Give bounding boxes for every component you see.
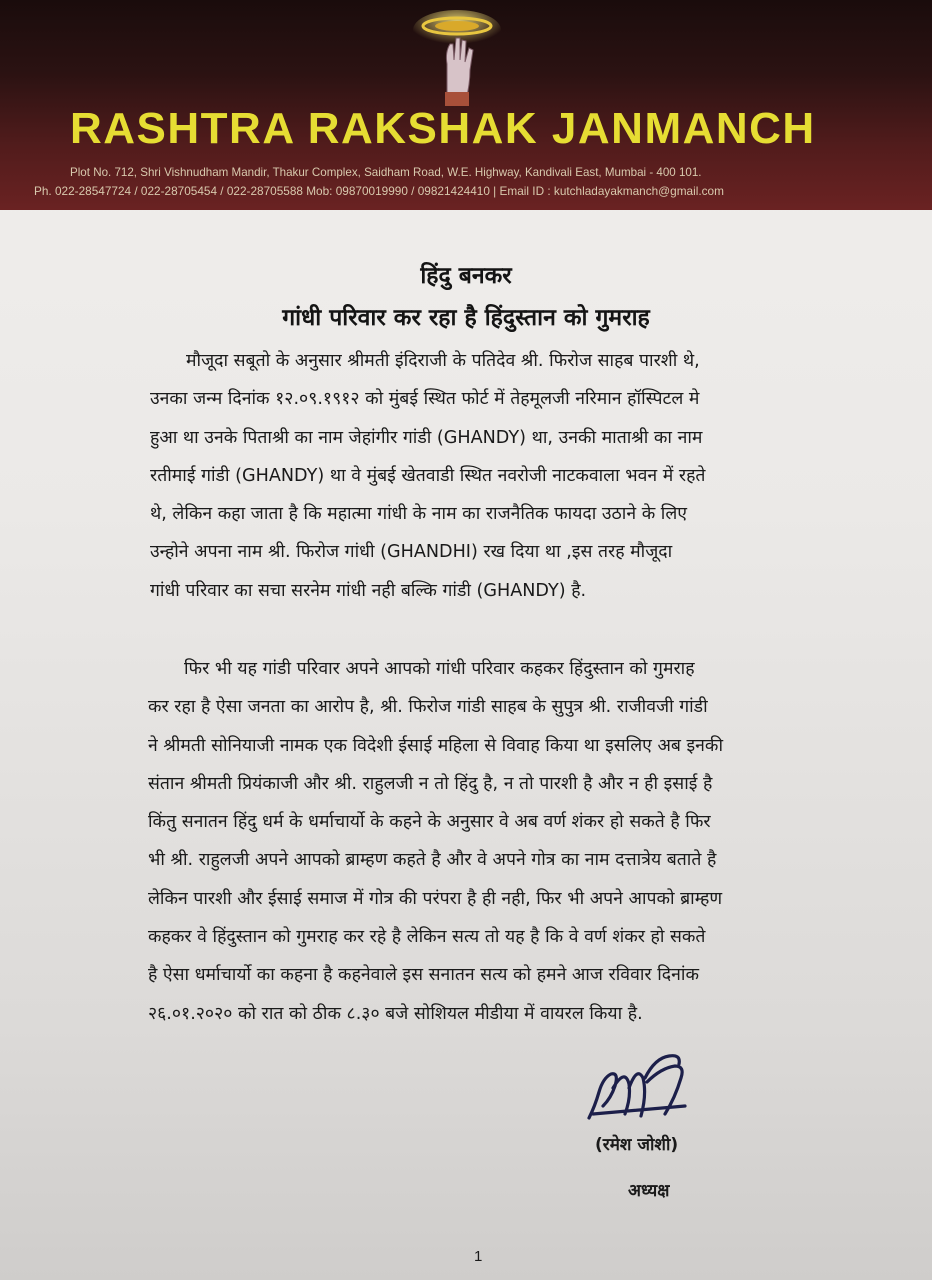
paragraph-line: ने श्रीमती सोनियाजी नामक एक विदेशी ईसाई महिला से विवाह किया था इसलिए अब इनकी bbox=[148, 735, 724, 756]
paragraph-line: हुआ था उनके पिताश्री का नाम जेहांगीर गांडी (GHANDY) था, उनकी माताश्री का नाम bbox=[150, 427, 703, 448]
paragraph-line: लेकिन पारशी और ईसाई समाज में गोत्र की परंपरा है ही नही, फिर भी अपने आपको ब्राम्हण bbox=[148, 888, 723, 909]
handwritten-signature bbox=[585, 1048, 695, 1123]
paragraph-line: किंतु सनातन हिंदु धर्म के धर्माचार्यो के कहने के अनुसार वे अब वर्ण शंकर हो सकते है फिर bbox=[148, 812, 711, 833]
organization-contact: Ph. 022-28547724 / 022-28705454 / 022-28705588 Mob: 09870019990 / 09821424410 | Email ID : kutchladayakmanch@gmail.com bbox=[34, 184, 724, 198]
signatory-name: (रमेश जोशी) bbox=[595, 1135, 679, 1155]
paragraph-line: संतान श्रीमती प्रियंकाजी और श्री. राहुलजी न तो हिंदु है, न तो पारशी है और न ही इसाई है bbox=[148, 773, 713, 794]
paragraph-line: भी श्री. राहुलजी अपने आपको ब्राम्हण कहते है और वे अपने गोत्र का नाम दत्तात्रेय बताते है bbox=[148, 850, 717, 871]
letterhead-banner bbox=[0, 0, 932, 210]
paragraph-line: कहकर वे हिंदुस्तान को गुमराह कर रहे है लेकिन सत्य तो यह है कि वे वर्ण शंकर हो सकते bbox=[148, 927, 706, 948]
paragraph-line: फिर भी यह गांडी परिवार अपने आपको गांधी परिवार कहकर हिंदुस्तान को गुमराह bbox=[184, 659, 695, 679]
paragraph-line: कर रहा है ऐसा जनता का आरोप है, श्री. फिरोज गांडी साहब के सुपुत्र श्री. राजीवजी गांडी bbox=[148, 697, 708, 718]
paragraph-line: गांधी परिवार का सचा सरनेम गांधी नही बल्कि गांडी (GHANDY) है. bbox=[150, 580, 587, 601]
paragraph-line: २६.०१.२०२० को रात को ठीक ८.३० बजे सोशियल मीडीया में वायरल किया है. bbox=[148, 1003, 643, 1024]
letter-heading-line2: गांधी परिवार कर रहा है हिंदुस्तान को गुमराह bbox=[282, 305, 650, 331]
paragraph-line: थे, लेकिन कहा जाता है कि महात्मा गांधी के नाम का राजनैतिक फायदा उठाने के लिए bbox=[150, 504, 688, 525]
letter-heading-line1: हिंदु बनकर bbox=[420, 263, 512, 289]
paragraph-2 bbox=[148, 650, 848, 1033]
organization-name: RASHTRA RAKSHAK JANMANCH bbox=[70, 104, 816, 153]
paragraph-line: उन्होने अपना नाम श्री. फिरोज गांधी (GHANDHI) रख दिया था ,इस तरह मौजूदा bbox=[150, 542, 673, 563]
paragraph-line: रतीमाई गांडी (GHANDY) था वे मुंबई खेतवाडी स्थित नवरोजी नाटकवाला भवन में रहते bbox=[150, 465, 706, 486]
paragraph-line: उनका जन्म दिनांक १२.०९.१९१२ को मुंबई स्थित फोर्ट में तेहमूलजी नरिमान हॉस्पिटल मे bbox=[150, 389, 700, 410]
signatory-title: अध्यक्ष bbox=[628, 1181, 670, 1201]
hand-with-crown-logo bbox=[412, 4, 502, 106]
paragraph-1 bbox=[150, 342, 850, 610]
page-number: 1 bbox=[474, 1248, 483, 1265]
paragraph-line: है ऐसा धर्माचार्यो का कहना है कहनेवाले इस सनातन सत्य को हमने आज रविवार दिनांक bbox=[148, 965, 699, 986]
paragraph-line: मौजूदा सबूतो के अनुसार श्रीमती इंदिराजी के पतिदेव श्री. फिरोज साहब पारशी थे, bbox=[186, 351, 700, 371]
organization-address: Plot No. 712, Shri Vishnudham Mandir, Thakur Complex, Saidham Road, W.E. Highway, Kandivali East, Mumbai - 400 101. bbox=[70, 166, 702, 179]
